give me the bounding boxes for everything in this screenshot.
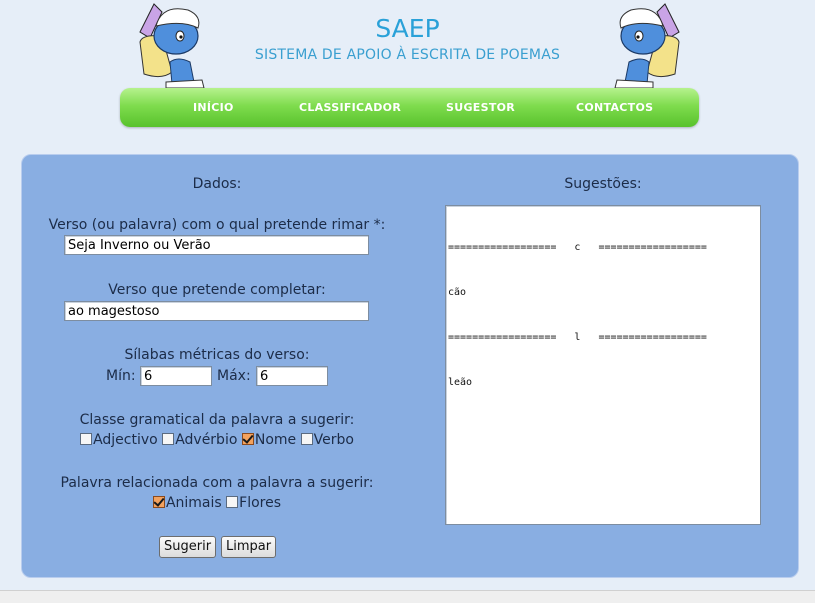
min-label: Mín: bbox=[106, 368, 136, 384]
label-nome: Nome bbox=[254, 432, 297, 448]
site-subtitle: SISTEMA DE APOIO À ESCRITA DE POEMAS bbox=[254, 47, 561, 63]
complete-label: Verso que pretende completar: bbox=[108, 282, 326, 298]
related-label: Palavra relacionada com a palavra a sugerir: bbox=[60, 475, 374, 491]
nav-sugestor[interactable]: SUGESTOR bbox=[446, 101, 516, 114]
label-flores: Flores bbox=[239, 495, 282, 511]
browser-status-strip bbox=[0, 590, 815, 603]
checkbox-adverbio[interactable] bbox=[162, 433, 174, 445]
suggestions-heading: Sugestões: bbox=[564, 176, 642, 192]
related-options bbox=[22, 495, 412, 511]
header bbox=[0, 0, 815, 140]
class-label: Classe gramatical da palavra a sugerir: bbox=[79, 412, 355, 428]
site-title: SAEP bbox=[375, 14, 440, 43]
checkbox-verbo[interactable] bbox=[301, 433, 313, 445]
limpar-button[interactable]: Limpar bbox=[221, 536, 276, 558]
main-nav bbox=[120, 88, 699, 127]
sugerir-button[interactable]: Sugerir bbox=[159, 536, 216, 558]
verse-label: Verso (ou palavra) com o qual pretende rimar *: bbox=[48, 217, 386, 233]
nav-contactos[interactable]: CONTACTOS bbox=[576, 101, 654, 114]
max-syllables-input[interactable] bbox=[256, 366, 328, 386]
checkbox-adjectivo[interactable] bbox=[80, 433, 92, 445]
label-adverbio: Advérbio bbox=[175, 432, 238, 448]
class-options bbox=[22, 432, 412, 448]
suggestion-line: ================== l ================== bbox=[448, 332, 707, 343]
nav-inicio[interactable]: INÍCIO bbox=[193, 101, 234, 114]
verse-input[interactable] bbox=[64, 235, 369, 255]
suggestion-line: leão bbox=[448, 377, 473, 388]
min-syllables-input[interactable] bbox=[140, 366, 212, 386]
form-heading: Dados: bbox=[192, 176, 242, 192]
max-label: Máx: bbox=[217, 368, 251, 384]
syllables-label: Sílabas métricas do verso: bbox=[124, 347, 310, 363]
suggestions-textarea[interactable] bbox=[445, 205, 761, 525]
suggestion-line: cão bbox=[448, 287, 467, 298]
label-adjectivo: Adjectivo bbox=[93, 432, 158, 448]
checkbox-animais[interactable] bbox=[153, 496, 165, 508]
suggester-panel bbox=[21, 154, 799, 578]
checkbox-nome[interactable] bbox=[242, 433, 254, 445]
label-animais: Animais bbox=[165, 495, 222, 511]
checkbox-flores[interactable] bbox=[226, 496, 238, 508]
nav-classificador[interactable]: CLASSIFICADOR bbox=[299, 101, 402, 114]
label-verbo: Verbo bbox=[313, 432, 354, 448]
suggestion-line: ================== c ================== bbox=[448, 242, 707, 253]
complete-verse-input[interactable] bbox=[64, 301, 369, 321]
